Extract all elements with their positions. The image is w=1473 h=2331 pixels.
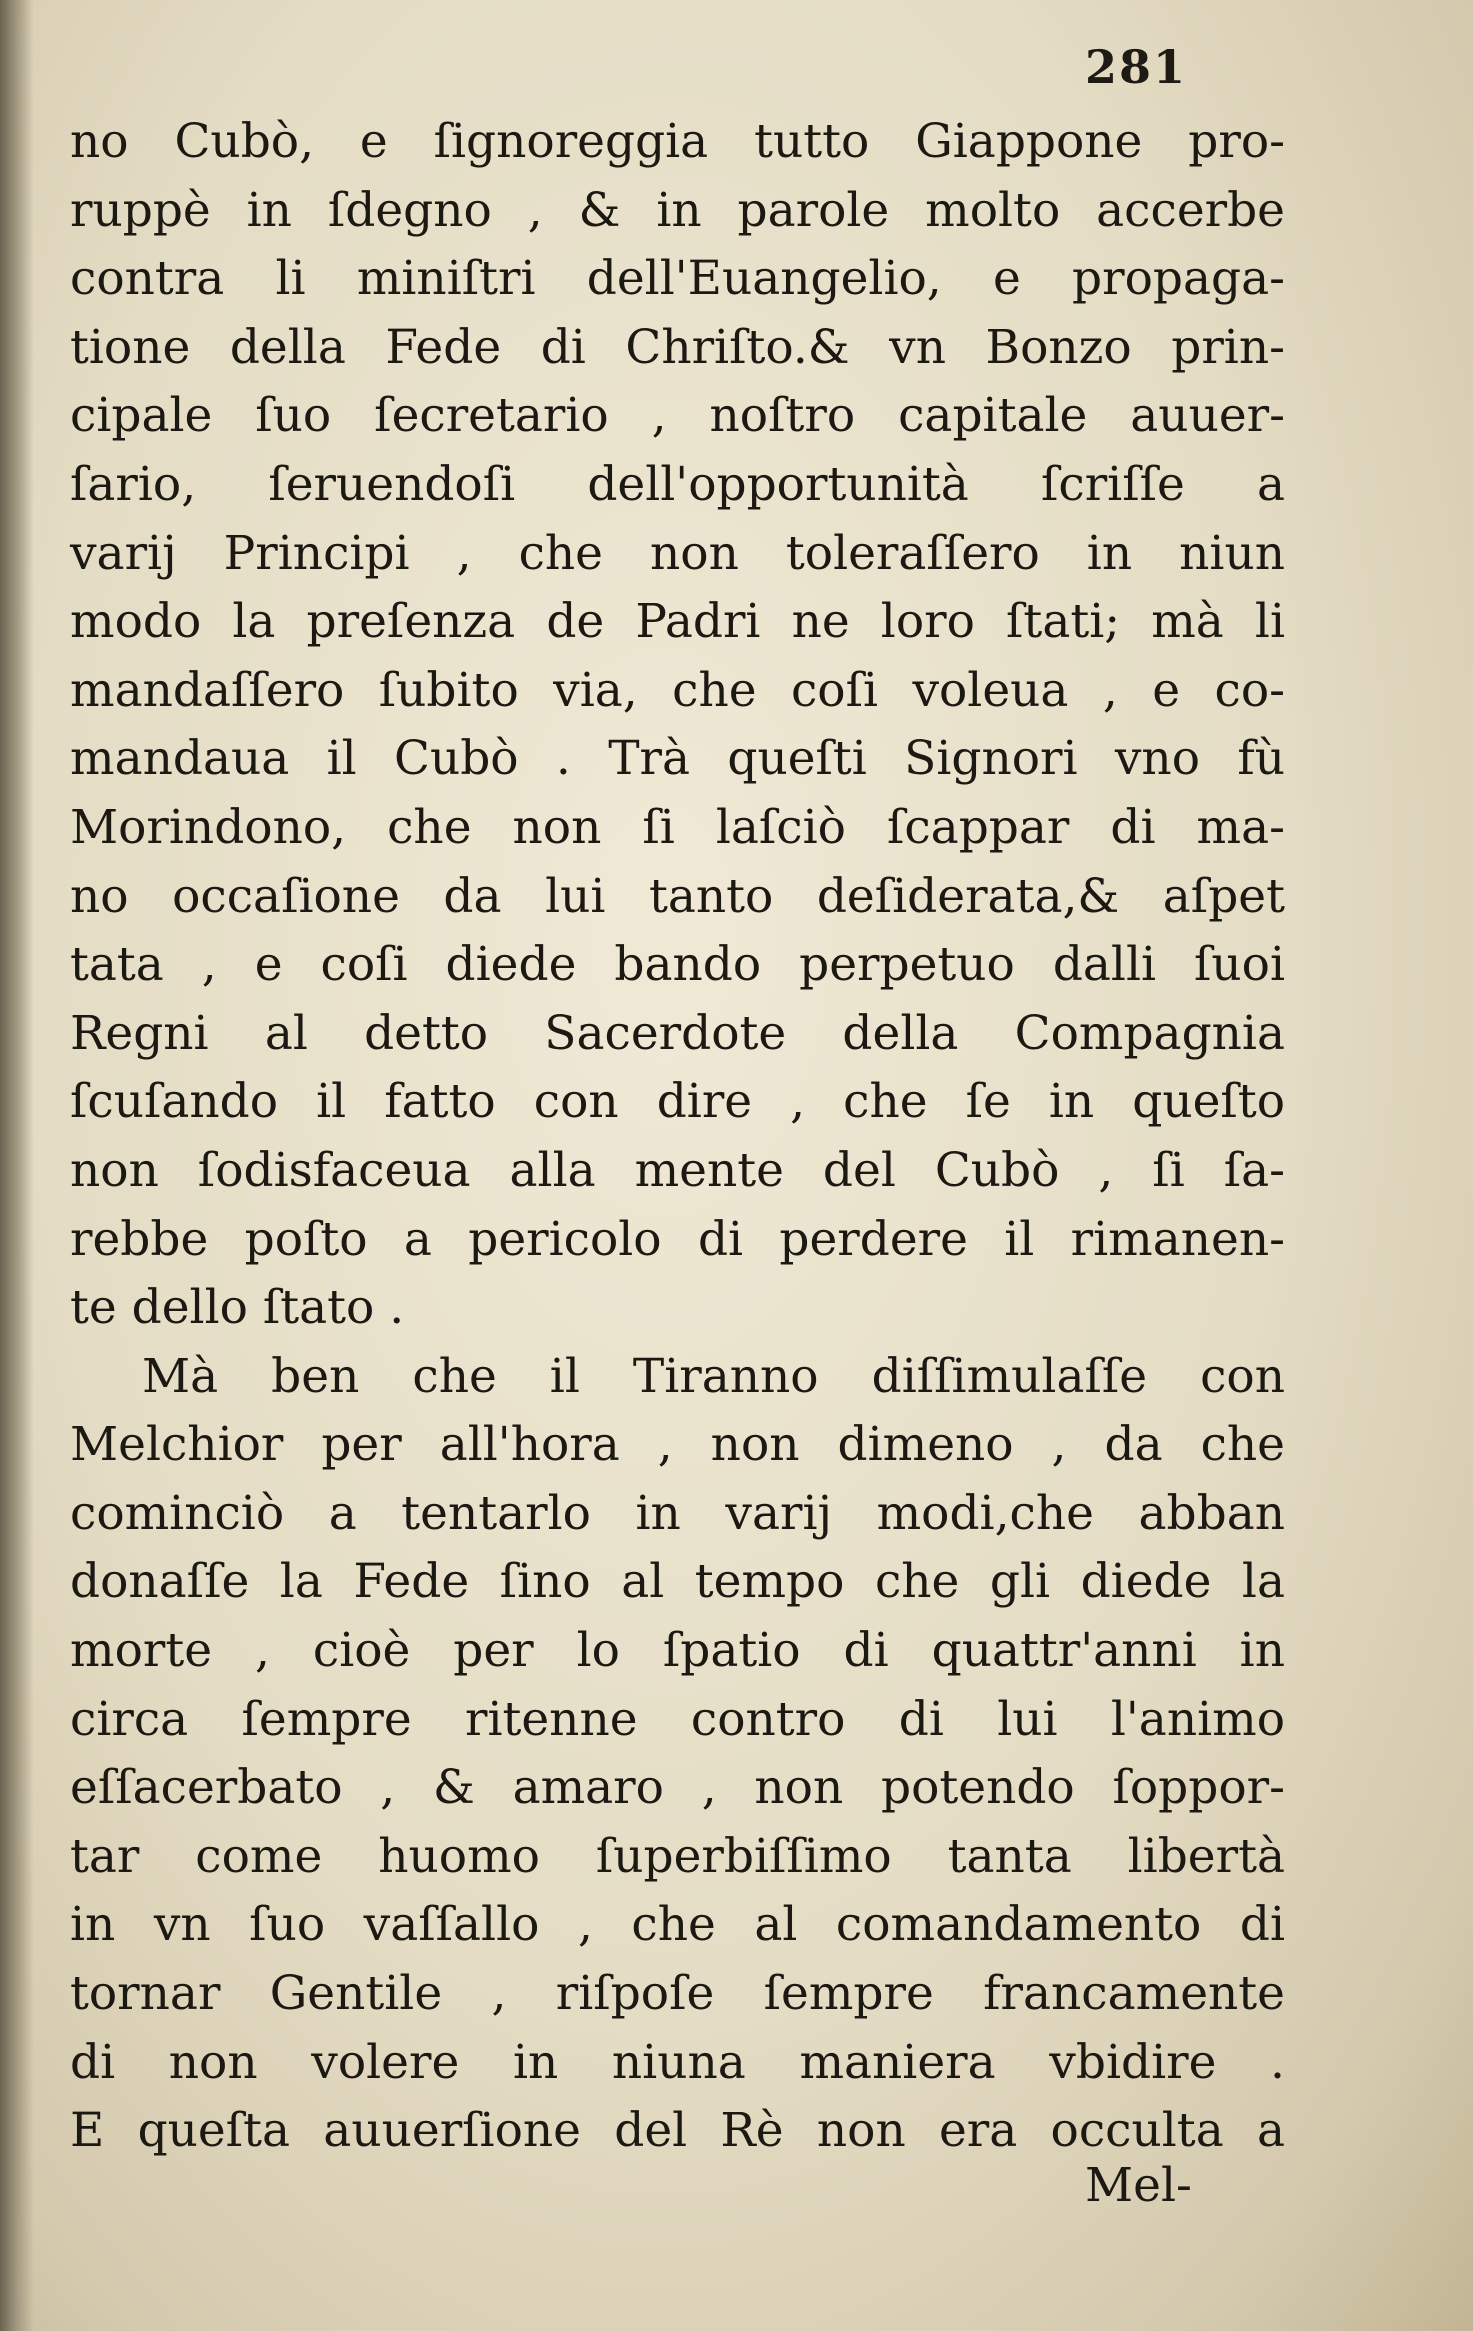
text-line: modo la preſenza de Padri ne loro ſtati; mà li (70, 594, 1285, 650)
text-line: mandaua il Cubò . Trà queſti Signori vno fù (70, 731, 1285, 787)
text-line: tata , e coſi diede bando perpetuo dalli ſuoi (70, 937, 1285, 993)
text-line: Melchior per all'hora , non dimeno , da che (70, 1417, 1285, 1473)
catchword: Mel- (1085, 2158, 1192, 2213)
page-number: 281 (1085, 40, 1188, 94)
text-line: Regni al detto Sacerdote della Compagnia (70, 1005, 1285, 1061)
text-line: ſcuſando il fatto con dire , che ſe in queſto (70, 1074, 1285, 1130)
text-line: ſario, ſeruendoſi dell'opportunità ſcriſſe a (70, 456, 1285, 512)
text-line: te dello ſtato . (70, 1280, 405, 1336)
text-line: cominciò a tentarlo in varij modi,che abban (70, 1485, 1285, 1541)
body-text (70, 108, 1285, 2166)
text-line: tar come huomo ſuperbiſſimo tanta libertà (70, 1828, 1285, 1884)
text-line: Morindono, che non ſi laſciò ſcappar di ma- (70, 799, 1285, 855)
text-line: di non volere in niuna maniera vbidire . (70, 2034, 1285, 2090)
text-line: morte , cioè per lo ſpatio di quattr'anni in (70, 1623, 1285, 1679)
text-line: mandaſſero ſubito via, che coſi voleua , e co- (70, 662, 1285, 718)
text-line: tornar Gentile , riſpoſe ſempre francamente (70, 1966, 1285, 2022)
text-line: tione della Fede di Chriſto.& vn Bonzo prin- (70, 319, 1285, 375)
text-line: rebbe poſto a pericolo di perdere il rimanen- (70, 1211, 1285, 1267)
paragraph-2 (70, 1343, 1285, 2166)
text-line: no occaſione da lui tanto deſiderata,& aſpet (70, 868, 1285, 924)
text-line: circa ſempre ritenne contro di lui l'animo (70, 1691, 1285, 1747)
text-line: E queſta auuerſione del Rè non era occulta a (70, 2103, 1285, 2159)
text-line: Mà ben che il Tiranno diſſimulaſſe con (142, 1348, 1285, 1404)
paragraph-1 (70, 108, 1285, 1343)
text-line: in vn ſuo vaſſallo , che al comandamento di (70, 1897, 1285, 1953)
text-line: eſſacerbato , & amaro , non potendo ſoppor- (70, 1760, 1285, 1816)
text-line: no Cubò, e ſignoreggia tutto Giappone pro- (70, 114, 1285, 169)
text-line: non ſodisfaceua alla mente del Cubò , ſi ſa- (70, 1142, 1285, 1198)
text-line: contra li miniſtri dell'Euangelio, e propaga- (70, 251, 1285, 307)
text-line: ruppè in ſdegno , & in parole molto accerbe (70, 182, 1285, 238)
text-line: donaſſe la Fede ſino al tempo che gli diede la (70, 1554, 1285, 1610)
page-gutter-shadow (0, 0, 34, 2331)
text-line: varij Principi , che non toleraſſero in niun (70, 525, 1285, 581)
text-line: cipale ſuo ſecretario , noſtro capitale auuer- (70, 388, 1285, 444)
